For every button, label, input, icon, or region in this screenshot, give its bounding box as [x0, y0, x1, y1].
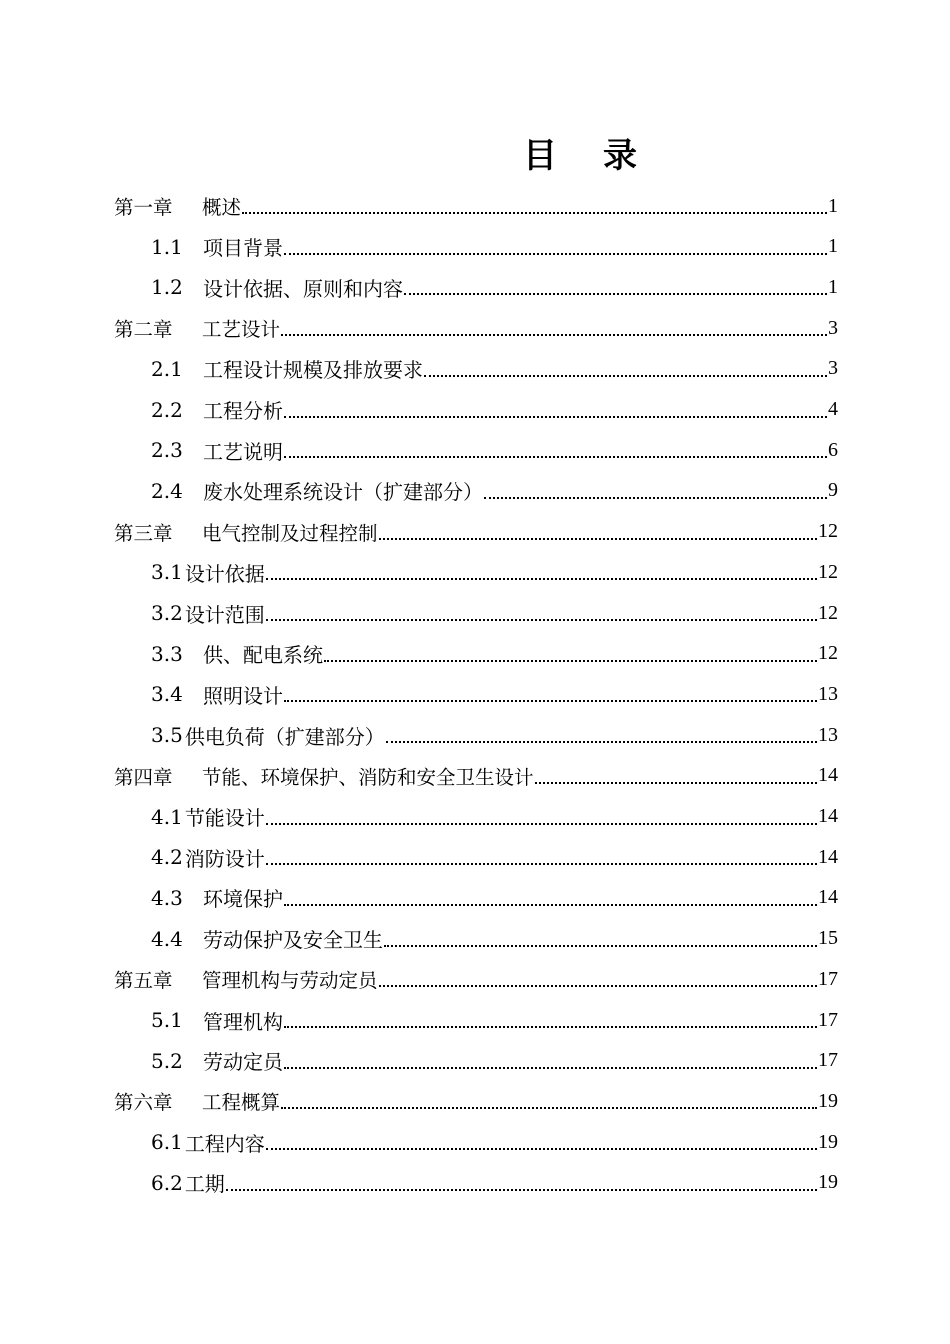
toc-entry-page-number: 12 — [818, 601, 838, 624]
toc-section-entry[interactable] — [151, 1122, 838, 1162]
toc-entry-page-number: 13 — [818, 682, 838, 705]
toc-entry-page-number: 3 — [828, 357, 838, 380]
toc-entry-number: 5.2 — [151, 1048, 183, 1073]
toc-entry-page-number: 1 — [828, 194, 838, 217]
toc-section-entry[interactable] — [151, 430, 838, 470]
toc-entry-number: 4.2 — [151, 845, 183, 870]
toc-entry-number: 1.1 — [151, 234, 183, 259]
toc-entry-number: 2.4 — [151, 478, 183, 503]
dot-leader — [379, 516, 817, 540]
toc-chapter-entry[interactable] — [114, 756, 838, 796]
toc-entry-label: 工程设计规模及排放要求 — [203, 358, 423, 383]
dot-leader — [484, 475, 827, 499]
toc-entry-page-number: 6 — [828, 438, 838, 461]
toc-entry-page-number: 12 — [818, 520, 838, 543]
dot-leader — [284, 882, 817, 906]
title-char-2: 录 — [603, 136, 637, 176]
toc-entry-number: 3.5 — [151, 723, 183, 748]
toc-entry-number: 4.1 — [151, 804, 183, 829]
toc-entry-page-number: 17 — [818, 1008, 838, 1031]
toc-section-entry[interactable] — [151, 471, 838, 511]
dot-leader — [226, 1167, 817, 1191]
toc-entry-label: 设计依据 — [184, 561, 265, 586]
toc-entry-number: 第二章 — [114, 318, 173, 342]
dot-leader — [281, 312, 827, 336]
toc-entry-page-number: 13 — [818, 723, 838, 746]
toc-entry-page-number: 1 — [828, 275, 838, 298]
toc-entry-page-number: 19 — [818, 1130, 838, 1153]
dot-leader — [284, 394, 827, 418]
toc-section-entry[interactable] — [151, 1163, 838, 1203]
toc-entry-number: 第一章 — [114, 196, 173, 219]
dot-leader — [284, 678, 817, 702]
toc-entry-label: 项目背景 — [203, 236, 283, 261]
toc-entry-number: 第六章 — [114, 1091, 173, 1115]
toc-entry-label: 节能、环境保护、消防和安全卫生设计 — [202, 765, 534, 789]
toc-entry-number: 3.4 — [151, 682, 183, 707]
toc-entry-number: 6.2 — [151, 1170, 183, 1195]
toc-entry-number: 5.1 — [151, 1008, 183, 1032]
toc-section-entry[interactable] — [151, 674, 838, 714]
toc-entry-page-number: 17 — [818, 967, 838, 990]
dot-leader — [266, 597, 817, 621]
toc-entry-page-number: 9 — [828, 479, 838, 502]
toc-entry-number: 2.1 — [151, 356, 183, 381]
toc-section-entry[interactable] — [151, 1041, 838, 1081]
toc-entry-label: 设计依据、原则和内容 — [203, 276, 403, 301]
dot-leader — [535, 760, 817, 784]
toc-entry-page-number: 3 — [828, 316, 838, 339]
dot-leader — [379, 963, 817, 987]
toc-entry-number: 4.4 — [151, 926, 183, 951]
toc-entry-number: 3.3 — [151, 641, 183, 666]
toc-entry-page-number: 1 — [828, 235, 838, 258]
toc-entry-page-number: 19 — [818, 1089, 838, 1112]
title-char-1: 目 — [523, 136, 557, 176]
toc-entry-number: 第三章 — [114, 521, 173, 545]
toc-entry-label: 供、配电系统 — [203, 643, 323, 668]
toc-entry-label: 环境保护 — [203, 887, 283, 912]
toc-entry-page-number: 17 — [818, 1049, 838, 1072]
toc-entry-page-number: 14 — [818, 845, 838, 868]
toc-entry-page-number: 14 — [818, 886, 838, 909]
toc-entry-number: 第五章 — [114, 969, 173, 993]
toc-chapter-entry[interactable] — [114, 308, 838, 348]
toc-entry-label: 工期 — [184, 1172, 225, 1197]
toc-entry-label: 工艺设计 — [202, 318, 281, 342]
toc-entry-number: 2.3 — [151, 438, 183, 463]
toc-entry-label: 管理机构 — [203, 1009, 283, 1034]
toc-entry-label: 工程分析 — [203, 399, 283, 423]
dot-leader — [266, 1126, 817, 1150]
toc-entry-label: 劳动定员 — [203, 1050, 283, 1075]
dot-leader — [324, 638, 817, 662]
toc-section-entry[interactable] — [151, 552, 838, 592]
toc-entry-label: 节能设计 — [184, 806, 265, 830]
toc-entry-label: 管理机构与劳动定员 — [202, 969, 378, 993]
toc-entry-page-number: 4 — [828, 398, 838, 420]
toc-entry-label: 照明设计 — [203, 683, 283, 708]
toc-entry-page-number: 19 — [818, 1171, 838, 1194]
dot-leader — [281, 1085, 817, 1109]
dot-leader — [266, 801, 817, 825]
dot-leader — [404, 271, 827, 295]
toc-entry-label: 工程内容 — [184, 1131, 265, 1156]
toc-entry-page-number: 14 — [818, 764, 838, 787]
toc-section-entry[interactable] — [151, 634, 838, 674]
toc-entry-label: 消防设计 — [184, 846, 265, 871]
toc-entry-label: 工艺说明 — [203, 439, 283, 464]
toc-chapter-entry[interactable] — [114, 186, 838, 226]
toc-section-entry[interactable] — [151, 349, 838, 389]
toc-chapter-entry[interactable] — [114, 1081, 838, 1121]
dot-leader — [284, 1045, 817, 1069]
toc-entry-label: 工程概算 — [202, 1091, 281, 1115]
toc-entry-number: 2.2 — [151, 397, 183, 422]
dot-leader — [266, 556, 817, 580]
dot-leader — [242, 190, 827, 214]
dot-leader — [424, 353, 827, 377]
toc-chapter-entry[interactable] — [114, 512, 838, 552]
dot-leader — [384, 923, 817, 947]
toc-entry-number: 4.3 — [151, 885, 183, 910]
toc-section-entry[interactable] — [151, 715, 838, 755]
dot-leader — [284, 434, 827, 458]
toc-entry-page-number: 15 — [818, 927, 838, 950]
toc-entry-label: 废水处理系统设计（扩建部分） — [203, 480, 483, 505]
page-title — [0, 128, 950, 177]
toc-entry-label: 供电负荷（扩建部分） — [184, 724, 385, 749]
dot-leader — [266, 841, 817, 865]
toc-entry-number: 6.1 — [151, 1130, 183, 1155]
dot-leader — [284, 1004, 817, 1028]
toc-entry-number: 3.1 — [151, 560, 183, 585]
toc-entry-label: 概述 — [202, 196, 242, 219]
dot-leader — [284, 231, 827, 255]
toc-section-entry[interactable] — [151, 837, 838, 877]
toc-entry-label: 电气控制及过程控制 — [202, 521, 378, 545]
toc-entry-number: 1.2 — [151, 275, 183, 300]
toc-entry-label: 劳动保护及安全卫生 — [203, 928, 383, 953]
toc-section-entry[interactable] — [151, 390, 838, 430]
toc-section-entry[interactable] — [151, 227, 838, 267]
toc-section-entry[interactable] — [151, 593, 838, 633]
toc-entry-page-number: 14 — [818, 805, 838, 827]
toc-entry-page-number: 12 — [818, 642, 838, 665]
toc-section-entry[interactable] — [151, 1000, 838, 1040]
toc-section-entry[interactable] — [151, 267, 838, 307]
toc-entry-page-number: 12 — [818, 560, 838, 583]
dot-leader — [386, 719, 817, 743]
toc-chapter-entry[interactable] — [114, 959, 838, 999]
toc-entry-number: 3.2 — [151, 601, 183, 625]
toc-section-entry[interactable] — [151, 919, 838, 959]
toc-entry-number: 第四章 — [114, 765, 173, 789]
toc-section-entry[interactable] — [151, 878, 838, 918]
toc-section-entry[interactable] — [151, 797, 838, 837]
toc-entry-label: 设计范围 — [184, 602, 265, 627]
